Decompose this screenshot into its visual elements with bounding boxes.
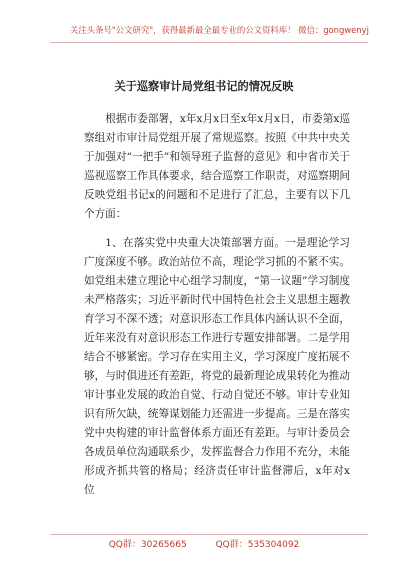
footer-divider bbox=[50, 534, 368, 535]
footer-qq-group-2: QQ群：535304092 bbox=[215, 540, 300, 550]
paragraph-section-1: 1、在落实党中央重大决策部署方面。一是理论学习广度深度不够。政治站位不高，理论学习抓的不紧不实。如党组未建立理论中心组学习制度，“第一议题”学习制度未严格落实；习近平新时代中国特色社会主义思想主题教育学习不深不透；对意识形态工作具体内涵认识不全面，近年来没有对意识形态工作进行专题安排部署。二是学用结合不够紧密。学习存在实用主义，学习深度广度拓展不够，与时俱进还有差距，将党的最新理论成果转化为推动审计事业发展的政治自觉、行动自觉还不够。审计专业知识有所欠缺，统筹谋划能力还需进一步提高。三是在落实党中央构建的审计监督体系方面还有差距。与审计委员会各成员单位沟通联系少，发挥监督合力作用不充分，未能形成齐抓共管的格局；经济责任审计监督滞后，x年对x位 bbox=[84, 237, 350, 496]
footer bbox=[0, 537, 408, 550]
paragraph-intro: 根据市委部署，x年x月x日至x年x月x日，市委第x巡察组对市审计局党组开展了常规巡察。按照《中共中央关于加强对“一把手”和领导班子监督的意见》和中省市关于巡视巡察工作具体要求，结合巡察工作职责，对巡察期间反映党组书记x的问题和不足进行了汇总，主要有以下几个方面： bbox=[84, 113, 350, 220]
footer-qq-group-1: QQ群：30265665 bbox=[108, 540, 187, 550]
document-body bbox=[84, 110, 350, 500]
header-banner: 关注头条号"公文研究"，获得最新最全最专业的公文资料库！ 微信：gongwenyj bbox=[70, 25, 369, 35]
document-title: 关于巡察审计局党组书记的情况反映 bbox=[114, 79, 294, 93]
header-divider bbox=[50, 42, 368, 43]
